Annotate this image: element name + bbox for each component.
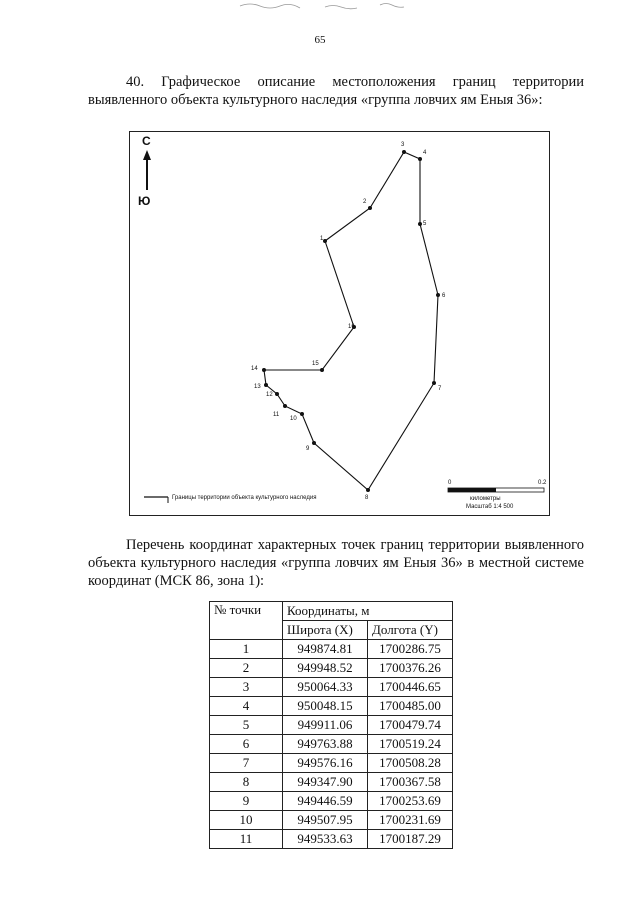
cell-point: 6 [210, 735, 283, 754]
table-row [210, 735, 453, 754]
cell-latitude: 949507.95 [283, 811, 368, 830]
cell-point: 5 [210, 716, 283, 735]
boundary-point-marker [323, 239, 327, 243]
cell-longitude: 1700519.24 [368, 735, 453, 754]
cell-longitude: 1700446.65 [368, 678, 453, 697]
coordinates-table [209, 601, 453, 849]
cell-latitude: 950048.15 [283, 697, 368, 716]
table-row [210, 830, 453, 849]
point-label: 13 [254, 384, 261, 390]
header-latitude: Широта (X) [283, 621, 368, 640]
point-label: 3 [401, 142, 405, 148]
cell-point: 9 [210, 792, 283, 811]
scale-ratio-label: Масштаб 1:4 500 [466, 504, 514, 510]
cell-latitude: 949948.52 [283, 659, 368, 678]
header-point: № точки [210, 602, 283, 640]
table-row [210, 640, 453, 659]
point-label: 12 [266, 392, 273, 398]
cell-longitude: 1700286.75 [368, 640, 453, 659]
point-label: 2 [363, 199, 367, 205]
boundary-point-marker [320, 368, 324, 372]
cell-point: 1 [210, 640, 283, 659]
cell-point: 3 [210, 678, 283, 697]
cell-longitude: 1700376.26 [368, 659, 453, 678]
cell-latitude: 949874.81 [283, 640, 368, 659]
table-row [210, 716, 453, 735]
boundary-point-marker [368, 206, 372, 210]
point-label: 1 [320, 236, 324, 242]
north-label: С [142, 134, 151, 148]
scale-unit-label: километры [470, 496, 501, 502]
cell-longitude: 1700508.28 [368, 754, 453, 773]
table-row [210, 754, 453, 773]
cell-latitude: 949911.06 [283, 716, 368, 735]
cell-point: 8 [210, 773, 283, 792]
boundary-point-marker [436, 293, 440, 297]
cell-latitude: 950064.33 [283, 678, 368, 697]
cell-longitude: 1700479.74 [368, 716, 453, 735]
boundary-point-marker [312, 441, 316, 445]
point-label: 7 [438, 386, 442, 392]
cell-longitude: 1700253.69 [368, 792, 453, 811]
table-row [210, 697, 453, 716]
cell-longitude: 1700367.58 [368, 773, 453, 792]
cell-longitude: 1700187.29 [368, 830, 453, 849]
boundary-point-marker [366, 488, 370, 492]
boundary-map [129, 131, 550, 516]
cell-latitude: 949347.90 [283, 773, 368, 792]
cell-longitude: 1700485.00 [368, 697, 453, 716]
scale-zero-label: 0 [448, 480, 452, 486]
boundary-point-marker [275, 392, 279, 396]
boundary-point-marker [432, 381, 436, 385]
point-label: 4 [423, 150, 427, 156]
boundary-point-marker [402, 150, 406, 154]
point-label: 5 [423, 221, 427, 227]
point-label: 8 [365, 495, 369, 501]
cell-latitude: 949446.59 [283, 792, 368, 811]
scale-bar-fill [448, 488, 496, 492]
page-number: 65 [314, 34, 326, 46]
boundary-point-marker [418, 222, 422, 226]
territory-boundary-line [264, 152, 438, 490]
table-row [210, 792, 453, 811]
list-intro: Перечень координат характерных точек границ территории выявленного объекта культурного наследия «группа ловчих ям Еныя 36» в местной системе координат (МСК 86, зона 1): [88, 537, 584, 589]
point-label: 15 [312, 361, 319, 367]
boundary-point-marker [418, 157, 422, 161]
north-arrow-head-icon [143, 150, 151, 160]
boundary-point-marker [300, 412, 304, 416]
section-heading: 40. Графическое описание местоположения границ территории выявленного объекта культурного наследия «группа ловчих ям Еныя 36»: [88, 74, 584, 108]
header-longitude: Долгота (Y) [368, 621, 453, 640]
point-label: 6 [442, 293, 446, 299]
scan-artifact [230, 0, 430, 14]
cell-point: 10 [210, 811, 283, 830]
table-row [210, 678, 453, 697]
cell-latitude: 949763.88 [283, 735, 368, 754]
point-label: 11 [273, 412, 280, 418]
table-row [210, 659, 453, 678]
cell-point: 11 [210, 830, 283, 849]
table-row [210, 773, 453, 792]
legend-label: Границы территории объекта культурного наследия [172, 495, 317, 501]
cell-point: 2 [210, 659, 283, 678]
point-label: 14 [251, 366, 258, 372]
scale-max-label: 0.2 [538, 480, 547, 486]
boundary-point-marker [283, 404, 287, 408]
table-header-row [210, 602, 453, 621]
boundary-point-marker [262, 368, 266, 372]
south-label: Ю [138, 194, 151, 208]
cell-point: 7 [210, 754, 283, 773]
cell-longitude: 1700231.69 [368, 811, 453, 830]
point-label: 9 [306, 446, 310, 452]
boundary-map-drawing [130, 132, 551, 517]
point-label: 16 [348, 324, 355, 330]
table-body [210, 640, 453, 849]
cell-latitude: 949576.16 [283, 754, 368, 773]
table-row [210, 811, 453, 830]
point-label: 10 [290, 416, 297, 422]
cell-latitude: 949533.63 [283, 830, 368, 849]
header-coordinates: Координаты, м [283, 602, 453, 621]
cell-point: 4 [210, 697, 283, 716]
boundary-point-marker [264, 383, 268, 387]
